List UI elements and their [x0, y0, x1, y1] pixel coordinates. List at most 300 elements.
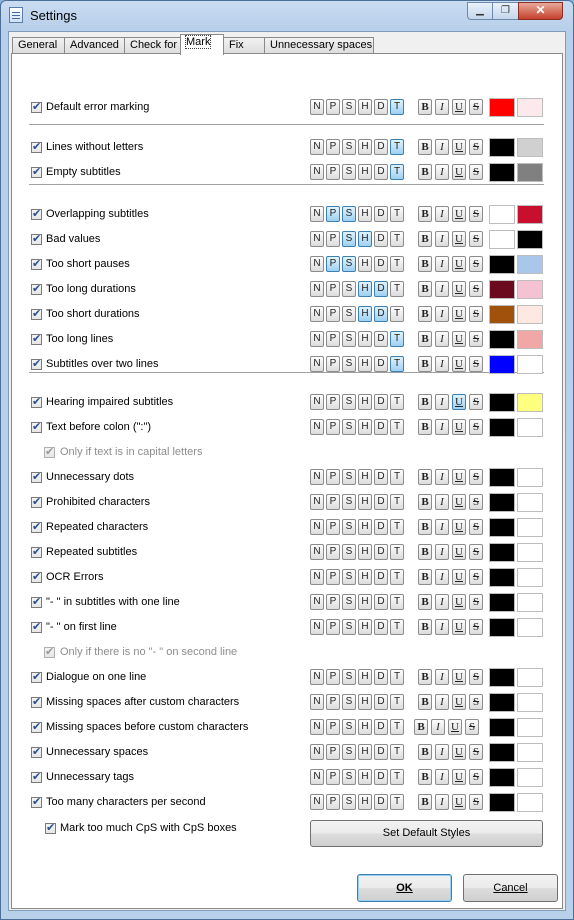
style-toggle-p[interactable]: P [326, 769, 340, 785]
checkbox[interactable] [31, 797, 42, 808]
ok-button[interactable] [357, 874, 452, 902]
checkbox[interactable] [31, 259, 42, 270]
style-toggle-n[interactable]: N [310, 99, 324, 115]
style-toggle-t[interactable]: T [390, 519, 404, 535]
style-toggle-p[interactable]: P [326, 569, 340, 585]
format-toggle-bold[interactable]: B [418, 669, 432, 685]
tab-check-for[interactable] [124, 37, 181, 54]
foreground-color-swatch[interactable] [489, 305, 515, 324]
style-toggle-t[interactable]: T [390, 206, 404, 222]
style-toggle-t[interactable]: T [390, 99, 404, 115]
style-toggle-p[interactable]: P [326, 744, 340, 760]
style-toggle-n[interactable]: N [310, 394, 324, 410]
set-default-styles-button[interactable]: Set Default Styles [310, 820, 543, 847]
format-toggle-bold[interactable]: B [418, 569, 432, 585]
foreground-color-swatch[interactable] [489, 418, 515, 437]
format-toggle-underline[interactable]: U [452, 231, 466, 247]
background-color-swatch[interactable] [517, 255, 543, 274]
style-toggle-n[interactable]: N [310, 206, 324, 222]
style-toggle-t[interactable]: T [390, 164, 404, 180]
style-toggle-s[interactable]: S [342, 231, 356, 247]
checkbox[interactable] [31, 522, 42, 533]
foreground-color-swatch[interactable] [489, 468, 515, 487]
format-toggle-strike[interactable]: S [469, 794, 483, 810]
style-toggle-d[interactable]: D [374, 494, 388, 510]
foreground-color-swatch[interactable] [489, 98, 515, 117]
style-toggle-p[interactable]: P [326, 164, 340, 180]
format-toggle-bold[interactable]: B [418, 544, 432, 560]
checkbox[interactable] [31, 142, 42, 153]
style-toggle-s[interactable]: S [342, 306, 356, 322]
tab-general[interactable] [12, 37, 65, 54]
style-toggle-d[interactable]: D [374, 544, 388, 560]
style-toggle-t[interactable]: T [390, 356, 404, 372]
checkbox[interactable] [45, 823, 56, 834]
background-color-swatch[interactable] [517, 493, 543, 512]
style-toggle-t[interactable]: T [390, 794, 404, 810]
background-color-swatch[interactable] [517, 330, 543, 349]
style-toggle-t[interactable]: T [390, 694, 404, 710]
foreground-color-swatch[interactable] [489, 393, 515, 412]
foreground-color-swatch[interactable] [489, 205, 515, 224]
format-toggle-strike[interactable]: S [469, 231, 483, 247]
style-toggle-p[interactable]: P [326, 231, 340, 247]
style-toggle-n[interactable]: N [310, 619, 324, 635]
format-toggle-bold[interactable]: B [418, 331, 432, 347]
style-toggle-h[interactable]: H [358, 256, 372, 272]
style-toggle-s[interactable]: S [342, 619, 356, 635]
format-toggle-strike[interactable]: S [469, 139, 483, 155]
format-toggle-italic[interactable]: I [435, 206, 449, 222]
style-toggle-s[interactable]: S [342, 256, 356, 272]
format-toggle-italic[interactable]: I [435, 394, 449, 410]
style-toggle-p[interactable]: P [326, 544, 340, 560]
format-toggle-bold[interactable]: B [418, 231, 432, 247]
format-toggle-italic[interactable]: I [435, 494, 449, 510]
checkbox[interactable] [31, 722, 42, 733]
format-toggle-italic[interactable]: I [435, 281, 449, 297]
style-toggle-s[interactable]: S [342, 281, 356, 297]
style-toggle-p[interactable]: P [326, 469, 340, 485]
style-toggle-t[interactable]: T [390, 394, 404, 410]
format-toggle-underline[interactable]: U [452, 306, 466, 322]
style-toggle-n[interactable]: N [310, 139, 324, 155]
style-toggle-h[interactable]: H [358, 669, 372, 685]
format-toggle-italic[interactable]: I [435, 769, 449, 785]
style-toggle-s[interactable]: S [342, 139, 356, 155]
style-toggle-d[interactable]: D [374, 331, 388, 347]
style-toggle-d[interactable]: D [374, 519, 388, 535]
style-toggle-n[interactable]: N [310, 594, 324, 610]
style-toggle-h[interactable]: H [358, 719, 372, 735]
format-toggle-italic[interactable]: I [435, 419, 449, 435]
style-toggle-s[interactable]: S [342, 769, 356, 785]
background-color-swatch[interactable] [517, 138, 543, 157]
format-toggle-italic[interactable]: I [435, 469, 449, 485]
format-toggle-bold[interactable]: B [418, 256, 432, 272]
style-toggle-d[interactable]: D [374, 139, 388, 155]
style-toggle-h[interactable]: H [358, 306, 372, 322]
style-toggle-h[interactable]: H [358, 569, 372, 585]
format-toggle-underline[interactable]: U [452, 794, 466, 810]
style-toggle-n[interactable]: N [310, 164, 324, 180]
foreground-color-swatch[interactable] [489, 518, 515, 537]
format-toggle-strike[interactable]: S [469, 419, 483, 435]
style-toggle-s[interactable]: S [342, 594, 356, 610]
background-color-swatch[interactable] [517, 718, 543, 737]
checkbox[interactable] [31, 334, 42, 345]
style-toggle-d[interactable]: D [374, 419, 388, 435]
format-toggle-italic[interactable]: I [435, 744, 449, 760]
style-toggle-d[interactable]: D [374, 231, 388, 247]
format-toggle-strike[interactable]: S [469, 394, 483, 410]
foreground-color-swatch[interactable] [489, 230, 515, 249]
cancel-button[interactable] [463, 874, 558, 902]
style-toggle-h[interactable]: H [358, 519, 372, 535]
format-toggle-bold[interactable]: B [418, 356, 432, 372]
style-toggle-t[interactable]: T [390, 256, 404, 272]
format-toggle-bold[interactable]: B [418, 494, 432, 510]
style-toggle-h[interactable]: H [358, 164, 372, 180]
format-toggle-strike[interactable]: S [469, 256, 483, 272]
style-toggle-s[interactable]: S [342, 99, 356, 115]
format-toggle-italic[interactable]: I [435, 99, 449, 115]
style-toggle-n[interactable]: N [310, 469, 324, 485]
style-toggle-p[interactable]: P [326, 331, 340, 347]
format-toggle-strike[interactable]: S [469, 669, 483, 685]
format-toggle-underline[interactable]: U [452, 356, 466, 372]
style-toggle-s[interactable]: S [342, 744, 356, 760]
format-toggle-bold[interactable]: B [418, 281, 432, 297]
style-toggle-n[interactable]: N [310, 519, 324, 535]
style-toggle-p[interactable]: P [326, 694, 340, 710]
format-toggle-italic[interactable]: I [435, 794, 449, 810]
foreground-color-swatch[interactable] [489, 718, 515, 737]
style-toggle-t[interactable]: T [390, 744, 404, 760]
style-toggle-p[interactable]: P [326, 281, 340, 297]
style-toggle-n[interactable]: N [310, 331, 324, 347]
style-toggle-h[interactable]: H [358, 544, 372, 560]
style-toggle-p[interactable]: P [326, 594, 340, 610]
style-toggle-s[interactable]: S [342, 164, 356, 180]
style-toggle-h[interactable]: H [358, 331, 372, 347]
style-toggle-h[interactable]: H [358, 469, 372, 485]
style-toggle-d[interactable]: D [374, 744, 388, 760]
format-toggle-strike[interactable]: S [469, 769, 483, 785]
format-toggle-italic[interactable]: I [431, 719, 445, 735]
checkbox[interactable] [31, 497, 42, 508]
style-toggle-p[interactable]: P [326, 394, 340, 410]
foreground-color-swatch[interactable] [489, 280, 515, 299]
background-color-swatch[interactable] [517, 793, 543, 812]
style-toggle-p[interactable]: P [326, 139, 340, 155]
style-toggle-h[interactable]: H [358, 99, 372, 115]
format-toggle-underline[interactable]: U [452, 569, 466, 585]
checkbox[interactable] [31, 359, 42, 370]
checkbox[interactable] [31, 672, 42, 683]
format-toggle-strike[interactable]: S [469, 469, 483, 485]
format-toggle-strike[interactable]: S [469, 306, 483, 322]
checkbox[interactable] [31, 772, 42, 783]
format-toggle-italic[interactable]: I [435, 594, 449, 610]
style-toggle-h[interactable]: H [358, 419, 372, 435]
style-toggle-h[interactable]: H [358, 281, 372, 297]
format-toggle-underline[interactable]: U [452, 694, 466, 710]
format-toggle-strike[interactable]: S [469, 494, 483, 510]
checkbox[interactable] [31, 309, 42, 320]
format-toggle-italic[interactable]: I [435, 619, 449, 635]
checkbox[interactable] [31, 422, 42, 433]
format-toggle-strike[interactable]: S [469, 356, 483, 372]
style-toggle-p[interactable]: P [326, 494, 340, 510]
style-toggle-d[interactable]: D [374, 99, 388, 115]
background-color-swatch[interactable] [517, 230, 543, 249]
style-toggle-d[interactable]: D [374, 794, 388, 810]
checkbox[interactable] [31, 697, 42, 708]
checkbox[interactable] [31, 572, 42, 583]
format-toggle-italic[interactable]: I [435, 331, 449, 347]
style-toggle-n[interactable]: N [310, 744, 324, 760]
format-toggle-bold[interactable]: B [418, 306, 432, 322]
background-color-swatch[interactable] [517, 668, 543, 687]
format-toggle-strike[interactable]: S [469, 281, 483, 297]
foreground-color-swatch[interactable] [489, 355, 515, 374]
foreground-color-swatch[interactable] [489, 255, 515, 274]
style-toggle-d[interactable]: D [374, 669, 388, 685]
format-toggle-bold[interactable]: B [418, 619, 432, 635]
style-toggle-p[interactable]: P [326, 719, 340, 735]
style-toggle-h[interactable]: H [358, 206, 372, 222]
style-toggle-s[interactable]: S [342, 206, 356, 222]
format-toggle-italic[interactable]: I [435, 139, 449, 155]
style-toggle-h[interactable]: H [358, 494, 372, 510]
style-toggle-s[interactable]: S [342, 419, 356, 435]
format-toggle-bold[interactable]: B [418, 419, 432, 435]
style-toggle-d[interactable]: D [374, 164, 388, 180]
style-toggle-p[interactable]: P [326, 619, 340, 635]
format-toggle-underline[interactable]: U [452, 469, 466, 485]
checkbox[interactable] [31, 209, 42, 220]
background-color-swatch[interactable] [517, 768, 543, 787]
background-color-swatch[interactable] [517, 618, 543, 637]
format-toggle-bold[interactable]: B [418, 206, 432, 222]
format-toggle-italic[interactable]: I [435, 356, 449, 372]
format-toggle-underline[interactable]: U [452, 544, 466, 560]
format-toggle-italic[interactable]: I [435, 306, 449, 322]
style-toggle-t[interactable]: T [390, 669, 404, 685]
format-toggle-underline[interactable]: U [448, 719, 462, 735]
style-toggle-s[interactable]: S [342, 544, 356, 560]
style-toggle-t[interactable]: T [390, 594, 404, 610]
foreground-color-swatch[interactable] [489, 593, 515, 612]
style-toggle-n[interactable]: N [310, 719, 324, 735]
style-toggle-h[interactable]: H [358, 794, 372, 810]
style-toggle-d[interactable]: D [374, 256, 388, 272]
format-toggle-strike[interactable]: S [469, 519, 483, 535]
style-toggle-n[interactable]: N [310, 569, 324, 585]
style-toggle-t[interactable]: T [390, 231, 404, 247]
style-toggle-t[interactable]: T [390, 569, 404, 585]
foreground-color-swatch[interactable] [489, 138, 515, 157]
format-toggle-strike[interactable]: S [469, 206, 483, 222]
style-toggle-s[interactable]: S [342, 569, 356, 585]
background-color-swatch[interactable] [517, 518, 543, 537]
format-toggle-strike[interactable]: S [469, 164, 483, 180]
format-toggle-italic[interactable]: I [435, 569, 449, 585]
checkbox[interactable] [31, 472, 42, 483]
format-toggle-underline[interactable]: U [452, 394, 466, 410]
style-toggle-p[interactable]: P [326, 206, 340, 222]
style-toggle-n[interactable]: N [310, 281, 324, 297]
style-toggle-d[interactable]: D [374, 719, 388, 735]
foreground-color-swatch[interactable] [489, 668, 515, 687]
format-toggle-strike[interactable]: S [469, 544, 483, 560]
style-toggle-d[interactable]: D [374, 281, 388, 297]
style-toggle-h[interactable]: H [358, 231, 372, 247]
style-toggle-h[interactable]: H [358, 694, 372, 710]
format-toggle-italic[interactable]: I [435, 519, 449, 535]
foreground-color-swatch[interactable] [489, 330, 515, 349]
format-toggle-strike[interactable]: S [469, 694, 483, 710]
format-toggle-underline[interactable]: U [452, 206, 466, 222]
style-toggle-p[interactable]: P [326, 306, 340, 322]
style-toggle-h[interactable]: H [358, 744, 372, 760]
style-toggle-d[interactable]: D [374, 594, 388, 610]
style-toggle-d[interactable]: D [374, 394, 388, 410]
style-toggle-s[interactable]: S [342, 331, 356, 347]
format-toggle-underline[interactable]: U [452, 281, 466, 297]
checkbox[interactable] [31, 397, 42, 408]
style-toggle-t[interactable]: T [390, 619, 404, 635]
style-toggle-n[interactable]: N [310, 231, 324, 247]
checkbox[interactable] [31, 284, 42, 295]
format-toggle-underline[interactable]: U [452, 519, 466, 535]
format-toggle-italic[interactable]: I [435, 694, 449, 710]
style-toggle-n[interactable]: N [310, 494, 324, 510]
format-toggle-underline[interactable]: U [452, 619, 466, 635]
foreground-color-swatch[interactable] [489, 543, 515, 562]
checkbox[interactable] [31, 597, 42, 608]
format-toggle-bold[interactable]: B [418, 99, 432, 115]
format-toggle-underline[interactable]: U [452, 419, 466, 435]
style-toggle-t[interactable]: T [390, 719, 404, 735]
style-toggle-d[interactable]: D [374, 769, 388, 785]
format-toggle-bold[interactable]: B [418, 394, 432, 410]
style-toggle-n[interactable]: N [310, 356, 324, 372]
background-color-swatch[interactable] [517, 163, 543, 182]
format-toggle-strike[interactable]: S [465, 719, 479, 735]
format-toggle-italic[interactable]: I [435, 231, 449, 247]
style-toggle-d[interactable]: D [374, 694, 388, 710]
format-toggle-bold[interactable]: B [418, 744, 432, 760]
style-toggle-d[interactable]: D [374, 569, 388, 585]
style-toggle-t[interactable]: T [390, 419, 404, 435]
style-toggle-t[interactable]: T [390, 769, 404, 785]
style-toggle-s[interactable]: S [342, 519, 356, 535]
style-toggle-d[interactable]: D [374, 469, 388, 485]
foreground-color-swatch[interactable] [489, 493, 515, 512]
format-toggle-underline[interactable]: U [452, 99, 466, 115]
foreground-color-swatch[interactable] [489, 768, 515, 787]
background-color-swatch[interactable] [517, 568, 543, 587]
style-toggle-t[interactable]: T [390, 331, 404, 347]
style-toggle-p[interactable]: P [326, 99, 340, 115]
style-toggle-t[interactable]: T [390, 281, 404, 297]
format-toggle-underline[interactable]: U [452, 594, 466, 610]
checkbox[interactable] [31, 747, 42, 758]
tab-mark[interactable] [180, 34, 224, 55]
style-toggle-s[interactable]: S [342, 719, 356, 735]
format-toggle-bold[interactable]: B [418, 139, 432, 155]
style-toggle-n[interactable]: N [310, 694, 324, 710]
checkbox[interactable] [31, 234, 42, 245]
format-toggle-underline[interactable]: U [452, 669, 466, 685]
style-toggle-p[interactable]: P [326, 256, 340, 272]
style-toggle-t[interactable]: T [390, 494, 404, 510]
style-toggle-h[interactable]: H [358, 394, 372, 410]
checkbox[interactable] [31, 622, 42, 633]
style-toggle-p[interactable]: P [326, 419, 340, 435]
format-toggle-strike[interactable]: S [469, 569, 483, 585]
background-color-swatch[interactable] [517, 280, 543, 299]
maximize-button[interactable]: ❐ [492, 2, 519, 20]
foreground-color-swatch[interactable] [489, 568, 515, 587]
style-toggle-n[interactable]: N [310, 306, 324, 322]
background-color-swatch[interactable] [517, 393, 543, 412]
style-toggle-n[interactable]: N [310, 669, 324, 685]
foreground-color-swatch[interactable] [489, 793, 515, 812]
tab-fix[interactable] [223, 37, 265, 54]
style-toggle-n[interactable]: N [310, 544, 324, 560]
style-toggle-h[interactable]: H [358, 356, 372, 372]
format-toggle-underline[interactable]: U [452, 769, 466, 785]
style-toggle-s[interactable]: S [342, 394, 356, 410]
foreground-color-swatch[interactable] [489, 618, 515, 637]
style-toggle-t[interactable]: T [390, 544, 404, 560]
format-toggle-bold[interactable]: B [418, 519, 432, 535]
background-color-swatch[interactable] [517, 543, 543, 562]
style-toggle-t[interactable]: T [390, 139, 404, 155]
style-toggle-s[interactable]: S [342, 469, 356, 485]
minimize-button[interactable]: ▁ [467, 2, 493, 20]
checkbox[interactable] [31, 547, 42, 558]
style-toggle-p[interactable]: P [326, 669, 340, 685]
style-toggle-p[interactable]: P [326, 519, 340, 535]
style-toggle-s[interactable]: S [342, 794, 356, 810]
foreground-color-swatch[interactable] [489, 163, 515, 182]
format-toggle-strike[interactable]: S [469, 331, 483, 347]
style-toggle-n[interactable]: N [310, 769, 324, 785]
style-toggle-p[interactable]: P [326, 356, 340, 372]
background-color-swatch[interactable] [517, 355, 543, 374]
style-toggle-h[interactable]: H [358, 594, 372, 610]
format-toggle-italic[interactable]: I [435, 669, 449, 685]
format-toggle-italic[interactable]: I [435, 164, 449, 180]
background-color-swatch[interactable] [517, 743, 543, 762]
format-toggle-italic[interactable]: I [435, 256, 449, 272]
close-button[interactable]: ✕ [518, 2, 563, 20]
style-toggle-s[interactable]: S [342, 356, 356, 372]
background-color-swatch[interactable] [517, 593, 543, 612]
format-toggle-bold[interactable]: B [418, 594, 432, 610]
background-color-swatch[interactable] [517, 418, 543, 437]
format-toggle-bold[interactable]: B [418, 164, 432, 180]
background-color-swatch[interactable] [517, 693, 543, 712]
style-toggle-h[interactable]: H [358, 769, 372, 785]
style-toggle-d[interactable]: D [374, 356, 388, 372]
style-toggle-s[interactable]: S [342, 494, 356, 510]
checkbox[interactable] [31, 167, 42, 178]
